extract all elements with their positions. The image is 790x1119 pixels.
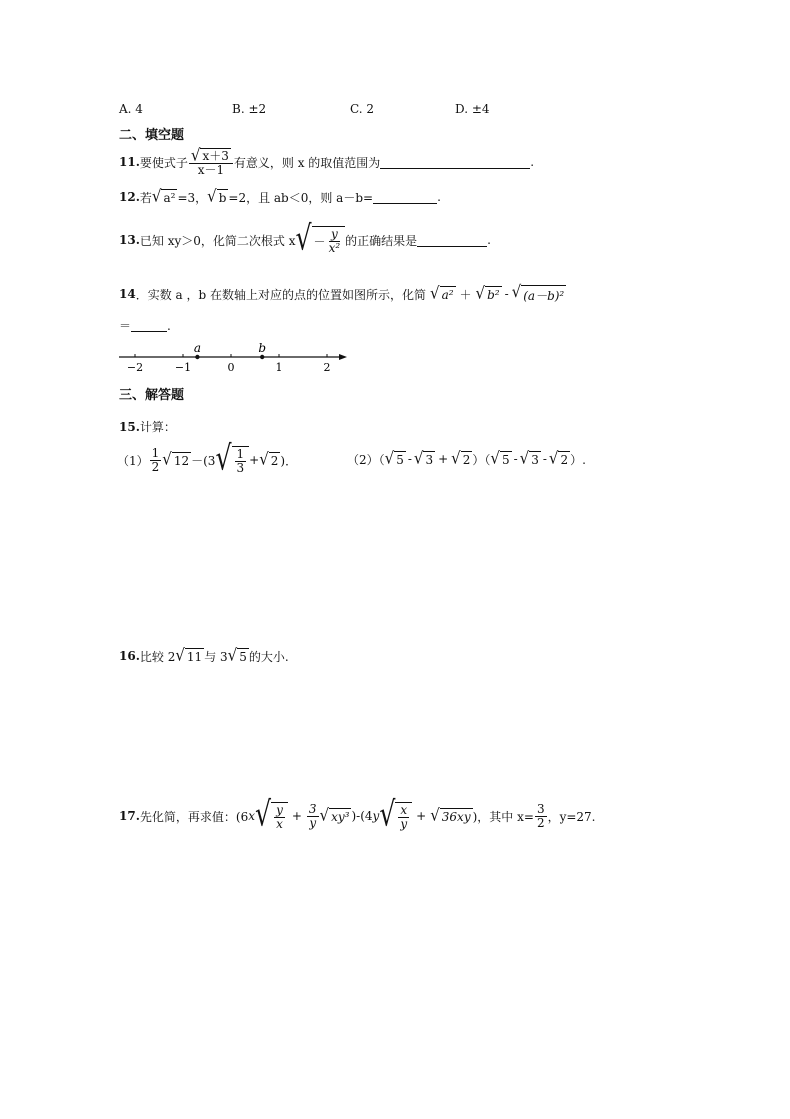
- answer-blank[interactable]: [373, 191, 437, 204]
- radical: √ a²: [151, 186, 176, 206]
- radical: √ $\frac{1}{3}$: [215, 446, 249, 474]
- section-fill-in-title: 二、填空题: [119, 128, 185, 143]
- radical: √ (a－b)²: [511, 281, 565, 303]
- radical: √ a²: [430, 283, 454, 303]
- radical: √ － $\frac{y}{\text{x²}}$: [295, 226, 345, 254]
- question-number: 12.: [119, 190, 140, 204]
- point-a-label: a: [193, 341, 201, 355]
- answer-blank[interactable]: [380, 156, 530, 169]
- question-15-part1: （1） $\frac{1}{2}$ √ 12 －(3 √ $\frac{1}{3}$ + √ 2 )．: [117, 438, 298, 478]
- radical: √ xy³: [319, 805, 350, 825]
- number-line: [117, 340, 357, 374]
- choice-b: B. ±2: [232, 102, 267, 116]
- question-16: 16. 比较 2 √ 11 与 3 √ 5 的大小.: [119, 645, 289, 665]
- choice-c: C. 2: [350, 102, 375, 116]
- question-15-part2: （2）（ √ 5 - √ 3 + √ 2 ）（ √ 5 - √ 3 - √ 2 ）.: [347, 448, 586, 468]
- radical: √ 36xy: [430, 805, 471, 825]
- question-number: 16.: [119, 649, 140, 663]
- question-number: 11.: [119, 155, 140, 169]
- radical: √ 12: [162, 449, 190, 469]
- radical: √ b²: [475, 283, 500, 303]
- choice-a: A. 4: [119, 102, 143, 116]
- radical: √ 2: [259, 449, 279, 469]
- point-b-label: b: [258, 341, 267, 355]
- question-11: 11. 要使式子 √ x＋3 x－1 有意义，则 x 的取值范围为 .: [119, 144, 535, 177]
- answer-blank[interactable]: [131, 319, 167, 332]
- radical: √ x＋3: [190, 144, 229, 165]
- question-13: 13. 已知 xy＞0，化简二次根式 x √ － $\frac{y}{\text{x²}}$ 的正确结果是 .: [119, 218, 491, 258]
- axis-arrow: [339, 354, 347, 360]
- question-number: 17.: [119, 809, 140, 823]
- question-12: 12. 若 √ a² =3， √ b =2，且 ab＜0，则 a－b= .: [119, 186, 441, 206]
- point-a-dot: [195, 355, 199, 359]
- question-14: 14 ．实数 a ，b 在数轴上对应的点的位置如图所示，化简 √ a² ＋ √ b² - √ (a－b)²: [119, 281, 565, 303]
- radical: √ b: [207, 186, 227, 206]
- fraction: √ x＋3 x－1: [189, 148, 233, 177]
- point-b-dot: [260, 355, 264, 359]
- question-number: 14: [119, 287, 136, 301]
- radical: √ $\frac{y}{x}$: [255, 802, 288, 830]
- question-number: 13.: [119, 233, 140, 247]
- tick-label: −1: [174, 361, 192, 374]
- tick-label: 2: [323, 361, 331, 374]
- answer-blank[interactable]: [417, 234, 487, 247]
- question-text: 有意义，则 x 的取值范围为: [233, 155, 381, 170]
- tick-label: 0: [227, 361, 235, 374]
- question-14-line2: ＝ .: [119, 318, 171, 333]
- choice-d: D. ±4: [455, 102, 490, 116]
- question-17: 17. 先化简，再求值：(6 x √ $\frac{y}{x}$ + $\frac{3}{y}$ √ xy³ )-(4 y √ $\frac{x}{y}$ + √ 36xy )，其中 x= $\frac{3}{2}$ ，y=27.: [119, 794, 596, 834]
- radical: √ $\frac{x}{y}$: [379, 802, 412, 830]
- question-15: 15. 计算：: [119, 419, 176, 434]
- question-number: 15.: [119, 419, 140, 434]
- tick-label: 1: [275, 361, 283, 374]
- question-text: 要使式子: [139, 155, 188, 170]
- section-solve-title: 三、解答题: [119, 388, 185, 403]
- tick-label: −2: [126, 361, 144, 374]
